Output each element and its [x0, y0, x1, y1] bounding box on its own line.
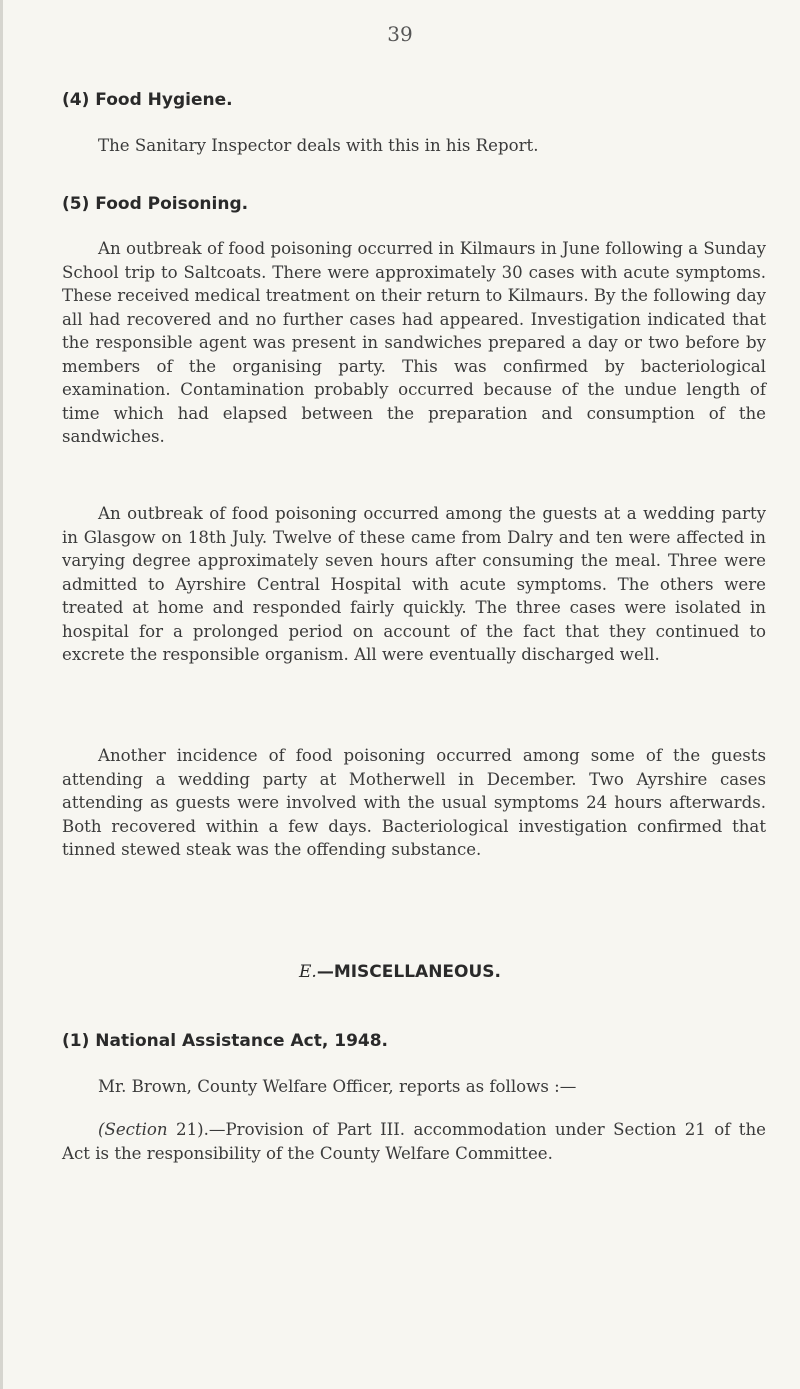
section-title-text: —MISCELLANEOUS.	[316, 962, 502, 982]
section-21-text: 21).—Provision of Part III. accommodation under Section 21 of the Act is the responsibility of the County Welfare Committee.	[62, 1120, 766, 1163]
paragraph-kilmaurs-outbreak: An outbreak of food poisoning occurred in Kilmaurs in June following a Sunday School trip to Saltcoats. There were approximately 30 cases with acute symptoms. These received medical treatment on their return to Kilmaurs. By the following day all had recovered and no further cases had appeared. Investigation indicated that the responsible agent was present in sandwiches prepared a day or two before by members of the organising party. This was confirmed by bacteriological examination. Contamination probably occurred because of the undue length of time which had elapsed between the preparation and consumption of the sandwiches.	[62, 239, 766, 446]
paragraph-glasgow-wedding-outbreak: An outbreak of food poisoning occurred among the guests at a wedding party in Glasgow on 18th July. Twelve of these came from Dalry and ten were affected in varying degree approximately seven hours after consuming the meal. Three were admitted to Ayrshire Central Hospital with acute symptoms. The others were treated at home and responded fairly quickly. The three cases were isolated in hospital for a prolonged period on account of the fact that they continued to excrete the responsible organism. All were eventually discharged well.	[62, 504, 766, 664]
page-edge-rule	[0, 0, 3, 1389]
paragraph-welfare-officer-report: Mr. Brown, County Welfare Officer, reports as follows :—	[98, 1077, 577, 1096]
heading-national-assistance-act: (1) National Assistance Act, 1948.	[62, 1031, 389, 1051]
section-reference: (Section	[98, 1120, 168, 1139]
page-number: 39	[387, 22, 413, 46]
paragraph-section-21	[62, 1118, 766, 1165]
paragraph-food-hygiene: The Sanitary Inspector deals with this in his Report.	[98, 136, 539, 155]
heading-food-hygiene: (4) Food Hygiene.	[62, 90, 233, 110]
heading-food-poisoning: (5) Food Poisoning.	[62, 194, 249, 214]
paragraph-motherwell-wedding-outbreak: Another incidence of food poisoning occurred among some of the guests attending a wedding party at Motherwell in December. Two Ayrshire cases attending as guests were involved with the usual symptoms 24 hours afterwards. Both recovered within a few days. Bacteriological investigation confirmed that tinned stewed steak was the offending substance.	[62, 746, 766, 859]
section-title-miscellaneous	[0, 962, 800, 982]
section-letter: E.	[298, 962, 317, 982]
